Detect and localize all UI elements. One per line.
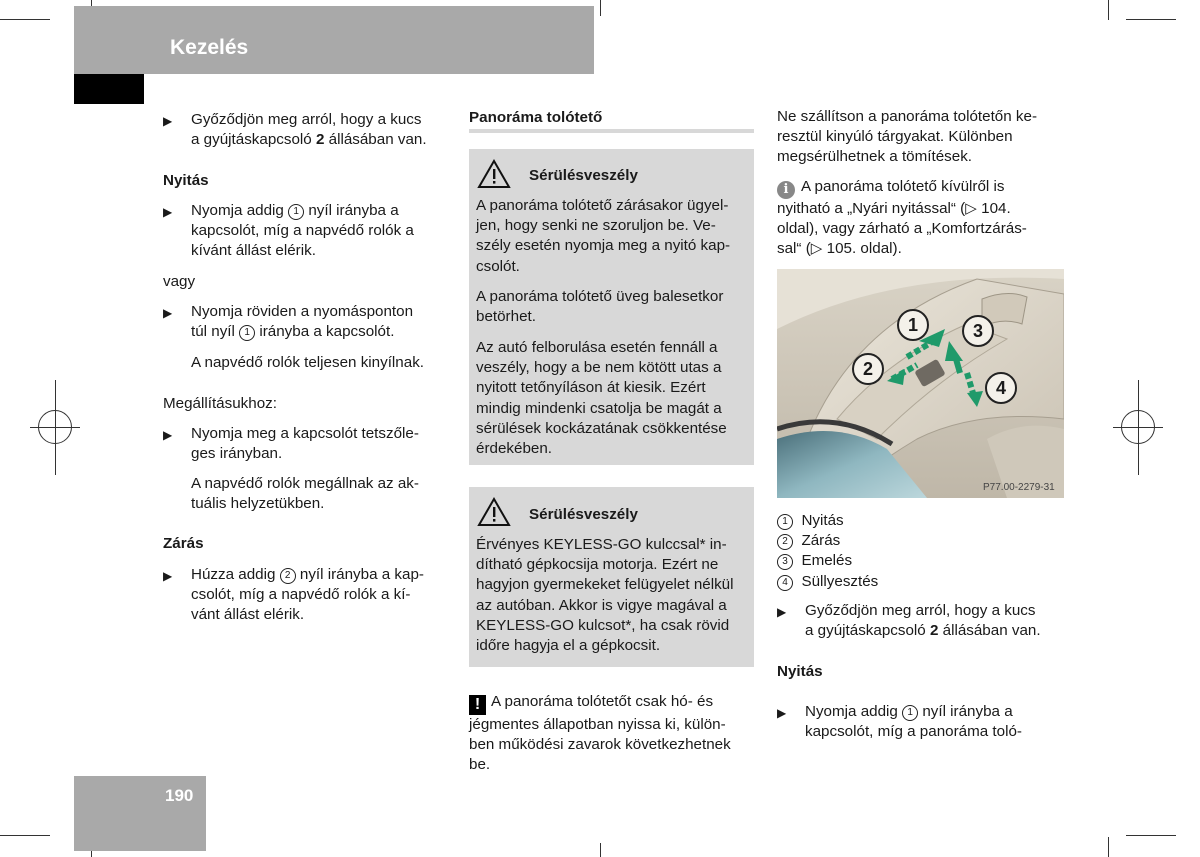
bullet-arrow-icon: ▶ (777, 706, 787, 720)
info-icon: i (777, 181, 795, 199)
figure-callout-2: 2 (852, 353, 884, 385)
exclamation-icon: ! (469, 695, 486, 715)
result-stop: A napvédő rolók megállnak az ak- tuális helyzetükben. (191, 475, 419, 513)
instruction-short-press: Nyomja röviden a nyomásponton túl nyíl 1 irányba a kapcsolót. (191, 303, 414, 341)
heading-opening-2: Nyitás (777, 663, 823, 680)
crop-mark (600, 0, 601, 16)
warning-box-1 (469, 149, 754, 465)
legend-item: 1 Nyitás (777, 511, 977, 531)
result-fully-open: A napvédő rolók teljesen kinyílnak. (191, 354, 425, 371)
crop-mark (0, 19, 50, 20)
bullet-arrow-icon: ▶ (163, 205, 173, 219)
heading-opening: Nyitás (163, 172, 209, 189)
overhead-control-panel-figure (777, 269, 1064, 498)
warning-text-glass: A panoráma tolótető üveg balesetkor betörhet. (476, 288, 724, 326)
section-title: Kezelés (170, 36, 249, 59)
crop-mark (600, 843, 601, 857)
legend-item: 2 Zárás (777, 531, 977, 551)
instruction-stop: Nyomja meg a kapcsolót tetszőle- ges irányban. (191, 425, 419, 463)
bullet-arrow-icon: ▶ (163, 306, 173, 320)
instruction-close: Húzza addig 2 nyíl irányba a kap- csolót, míg a napvédő rolók a kí- vánt állást elérik. (191, 566, 424, 624)
text-no-objects: Ne szállítson a panoráma tolótetőn ke- resztül kinyúló tárgyakat. Különben megsérülhetnek a tömítések. (777, 108, 1038, 166)
warning-title: Sérülésveszély (529, 167, 638, 184)
heading-rule (469, 129, 754, 133)
control-panel-illustration (777, 269, 1064, 498)
figure-callout-4: 4 (985, 372, 1017, 404)
info-note-summer-opening: i A panoráma tolótető kívülről is nyitható a „Nyári nyitással“ (▷ 104. oldal), vagy zárható a „Komfortzárás- sal“ (▷ 105. oldal). (777, 178, 1027, 258)
page-number: 190 (165, 786, 194, 805)
header-bar (74, 6, 594, 74)
figure-callout-1: 1 (897, 309, 929, 341)
crop-mark (1126, 835, 1176, 836)
crop-mark (0, 835, 50, 836)
figure-code: P77.00-2279-31 (983, 482, 1055, 493)
instruction-open-press: Nyomja addig 1 nyíl irányba a kapcsolót, míg a napvédő rolók a kívánt állást elérik. (191, 202, 414, 260)
crop-mark (1108, 0, 1109, 20)
bullet-arrow-icon: ▶ (163, 114, 173, 128)
legend-item: 4 Süllyesztés (777, 572, 977, 592)
label-to-stop: Megállításukhoz: (163, 395, 277, 412)
figure-callout-3: 3 (962, 315, 994, 347)
note-snow-ice: ! A panoráma tolótetőt csak hó- és jégmentes állapotban nyissa ki, külön- ben működési zavarok következhetnek be. (469, 693, 731, 774)
warning-triangle-icon (477, 497, 511, 532)
bullet-arrow-icon: ▶ (777, 605, 787, 619)
bullet-arrow-icon: ▶ (163, 428, 173, 442)
registration-mark (55, 380, 56, 475)
heading-closing: Zárás (163, 535, 204, 552)
heading-panorama-roof: Panoráma tolótető (469, 109, 603, 126)
registration-mark (1138, 380, 1139, 475)
warning-box-2 (469, 487, 754, 667)
legend-item: 3 Emelés (777, 551, 977, 571)
warning-title: Sérülésveszély (529, 506, 638, 523)
crop-mark (1108, 837, 1109, 857)
crop-mark (1126, 19, 1176, 20)
text-or: vagy (163, 273, 196, 290)
warning-text-closing: A panoráma tolótető zárásakor ügyel- jen, hogy senki ne szoruljon be. Ve- szély esetén nyomja meg a nyitó kap- csolót. (476, 197, 731, 275)
warning-text-keyless: Érvényes KEYLESS-GO kulccsal* in- dítható gépkocsija motorja. Ezért ne hagyjon gyermekeket felügyelet nélkül az autóban. Akkor is vigye magával a KEYLESS-GO kulcsot*, ha csak rövid időre hagyja el a gépkocsit. (476, 536, 734, 655)
instruction-open-roof: Nyomja addig 1 nyíl irányba a kapcsolót, míg a panoráma toló- (805, 703, 1022, 741)
warning-triangle-icon (477, 159, 511, 194)
instruction-ignition-check-2: Győződjön meg arról, hogy a kucs a gyújtáskapcsoló 2 állásában van. (805, 602, 1041, 640)
figure-legend (777, 511, 977, 592)
warning-text-rollover: Az autó felborulása esetén fennáll a veszély, hogy a be nem kötött utas a nyitott tetőnyíláson át kiesik. Ezért mindig mindenki csatolja be magát a sérülések kockázatának csökkentése érdekében. (476, 339, 727, 458)
header-tab-marker (74, 74, 144, 104)
instruction-ignition-check: Győződjön meg arról, hogy a kucs a gyújtáskapcsoló 2 állásában van. (191, 111, 427, 149)
bullet-arrow-icon: ▶ (163, 569, 173, 583)
